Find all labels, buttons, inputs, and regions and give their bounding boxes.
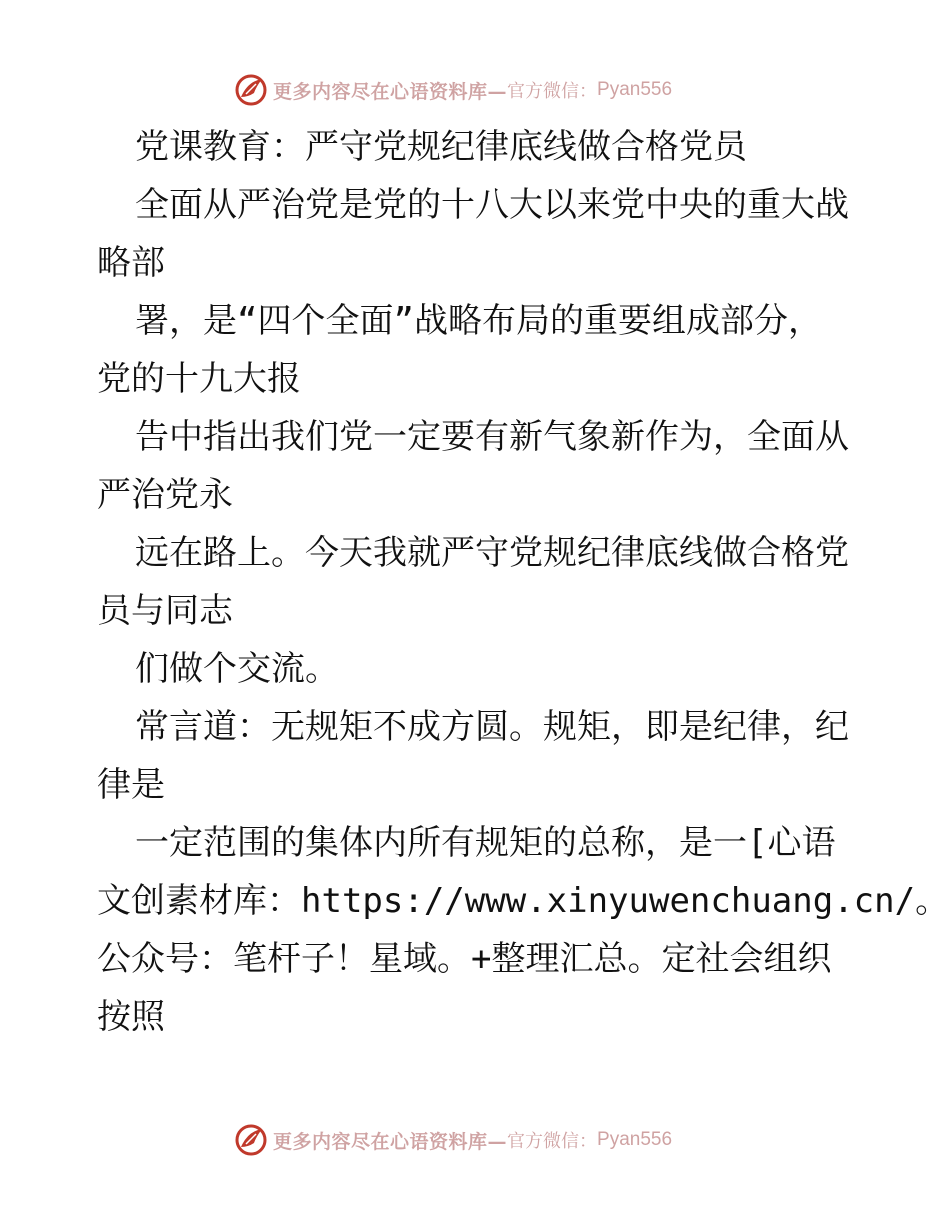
text-line: 文创素材库：https://www.xinyuwenchuang.cn/。 xyxy=(97,881,950,921)
text-line: 一定范围的集体内所有规矩的总称，是一[心语 xyxy=(135,823,836,863)
text-line: 律是 xyxy=(97,765,165,805)
banner-wechat-id: Pyan556 xyxy=(597,1129,673,1150)
text-line: 公众号：笔杆子！星域。+整理汇总。定社会组织 xyxy=(97,939,832,979)
document-title: 党课教育：严守党规纪律底线做合格党员 xyxy=(135,127,747,167)
header-banner xyxy=(234,72,672,108)
text-line: 全面从严治党是党的十八大以来党中央的重大战 xyxy=(135,185,849,225)
text-line: 告中指出我们党一定要有新气象新作为，全面从 xyxy=(135,417,849,457)
banner-slogan: 更多内容尽在心语资料库— xyxy=(273,80,508,103)
text-line: 党的十九大报 xyxy=(97,359,301,399)
banner-slogan: 更多内容尽在心语资料库— xyxy=(273,1130,508,1153)
text-line: 远在路上。今天我就严守党规纪律底线做合格党 xyxy=(135,533,849,573)
text-line: 按照 xyxy=(97,997,165,1037)
text-line: 员与同志 xyxy=(97,591,233,631)
text-line: 略部 xyxy=(97,243,165,283)
text-line: 严治党永 xyxy=(97,475,233,515)
document-body xyxy=(97,118,950,1046)
pen-nib-logo-icon xyxy=(234,1123,268,1157)
banner-wechat-label: 官方微信： xyxy=(507,1131,598,1152)
text-line: 们做个交流。 xyxy=(135,649,339,689)
banner-wechat-label: 官方微信： xyxy=(507,81,598,102)
text-line: 常言道：无规矩不成方圆。规矩，即是纪律，纪 xyxy=(135,707,849,747)
banner-wechat-id: Pyan556 xyxy=(597,79,673,100)
pen-nib-logo-icon xyxy=(234,73,268,107)
text-line: 署，是“四个全面”战略布局的重要组成部分， xyxy=(135,301,822,341)
footer-banner xyxy=(234,1122,672,1158)
